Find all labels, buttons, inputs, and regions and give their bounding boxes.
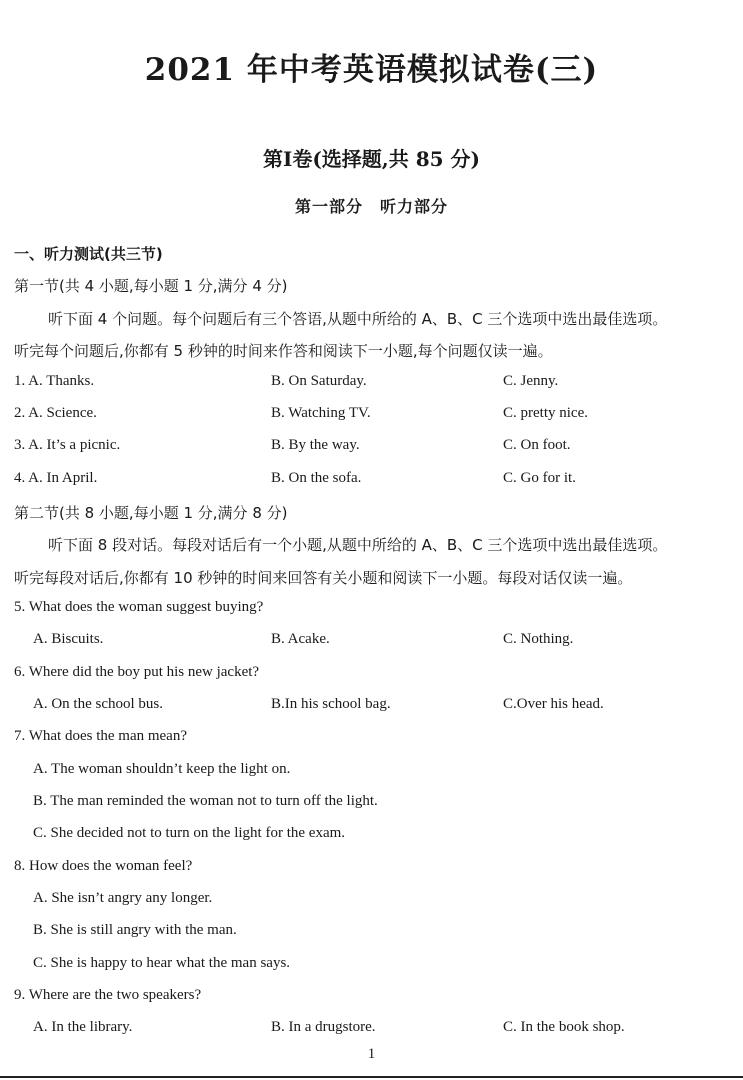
q1-option-b: B. On Saturday.: [271, 373, 367, 389]
q7-option-c: C. She decided not to turn on the light for the exam.: [33, 825, 346, 841]
q1-option-a: 1. A. Thanks.: [14, 373, 95, 389]
page-number: 1: [367, 1046, 376, 1062]
q6-option-a: A. On the school bus.: [33, 696, 163, 712]
q8-option-c: C. She is happy to hear what the man says.: [33, 955, 291, 971]
q8-stem: 8. How does the woman feel?: [14, 858, 193, 874]
q6-stem: 6. Where did the boy put his new jacket?: [14, 664, 260, 680]
q3-option-b: B. By the way.: [271, 437, 360, 453]
section2-instructions-line2: 听完每段对话后,你都有 10 秒钟的时间来回答有关小题和阅读下一小题。每段对话仅读一遍。: [14, 569, 633, 587]
q8-option-a: A. She isn’t angry any longer.: [33, 890, 213, 906]
section2-instructions-line1: 听下面 8 段对话。每段对话后有一个小题,从题中所给的 A、B、C 三个选项中选出最佳选项。: [48, 536, 668, 554]
q7-option-a: A. The woman shouldn’t keep the light on.: [33, 761, 291, 777]
q9-stem: 9. Where are the two speakers?: [14, 987, 202, 1003]
q5-option-a: A. Biscuits.: [33, 631, 104, 647]
q4-option-c: C. Go for it.: [503, 470, 576, 486]
q7-option-b: B. The man reminded the woman not to turn off the light.: [33, 793, 378, 809]
q6-option-b: B.In his school bag.: [271, 696, 391, 712]
q1-option-c: C. Jenny.: [503, 373, 559, 389]
q4-option-a: 4. A. In April.: [14, 470, 98, 486]
q5-option-c: C. Nothing.: [503, 631, 574, 647]
section1-instructions-line1: 听下面 4 个问题。每个问题后有三个答语,从题中所给的 A、B、C 三个选项中选出最佳选项。: [48, 310, 668, 328]
bottom-rule: [0, 1076, 743, 1078]
q4-option-b: B. On the sofa.: [271, 470, 362, 486]
exam-title: 2021 年中考英语模拟试卷(三): [144, 52, 599, 88]
section2-heading: 第二节(共 8 小题,每小题 1 分,满分 8 分): [14, 504, 288, 522]
q8-option-b: B. She is still angry with the man.: [33, 922, 237, 938]
q5-stem: 5. What does the woman suggest buying?: [14, 599, 264, 615]
q3-option-c: C. On foot.: [503, 437, 571, 453]
q2-option-c: C. pretty nice.: [503, 405, 588, 421]
q5-option-b: B. Acake.: [271, 631, 330, 647]
q9-option-b: B. In a drugstore.: [271, 1019, 376, 1035]
q6-option-c: C.Over his head.: [503, 696, 604, 712]
q7-stem: 7. What does the man mean?: [14, 728, 187, 744]
section1-heading: 第一节(共 4 小题,每小题 1 分,满分 4 分): [14, 277, 288, 295]
q3-option-a: 3. A. It’s a picnic.: [14, 437, 121, 453]
section-title: 一、听力测试(共三节): [14, 245, 163, 263]
volume-title: 第Ⅰ卷(选择题,共 85 分): [262, 147, 480, 171]
part-title: 第一部分 听力部分: [294, 197, 448, 216]
section1-instructions-line2: 听完每个问题后,你都有 5 秒钟的时间来作答和阅读下一小题,每个问题仅读一遍。: [14, 342, 553, 360]
q9-option-a: A. In the library.: [33, 1019, 133, 1035]
q9-option-c: C. In the book shop.: [503, 1019, 625, 1035]
q2-option-b: B. Watching TV.: [271, 405, 371, 421]
q2-option-a: 2. A. Science.: [14, 405, 97, 421]
